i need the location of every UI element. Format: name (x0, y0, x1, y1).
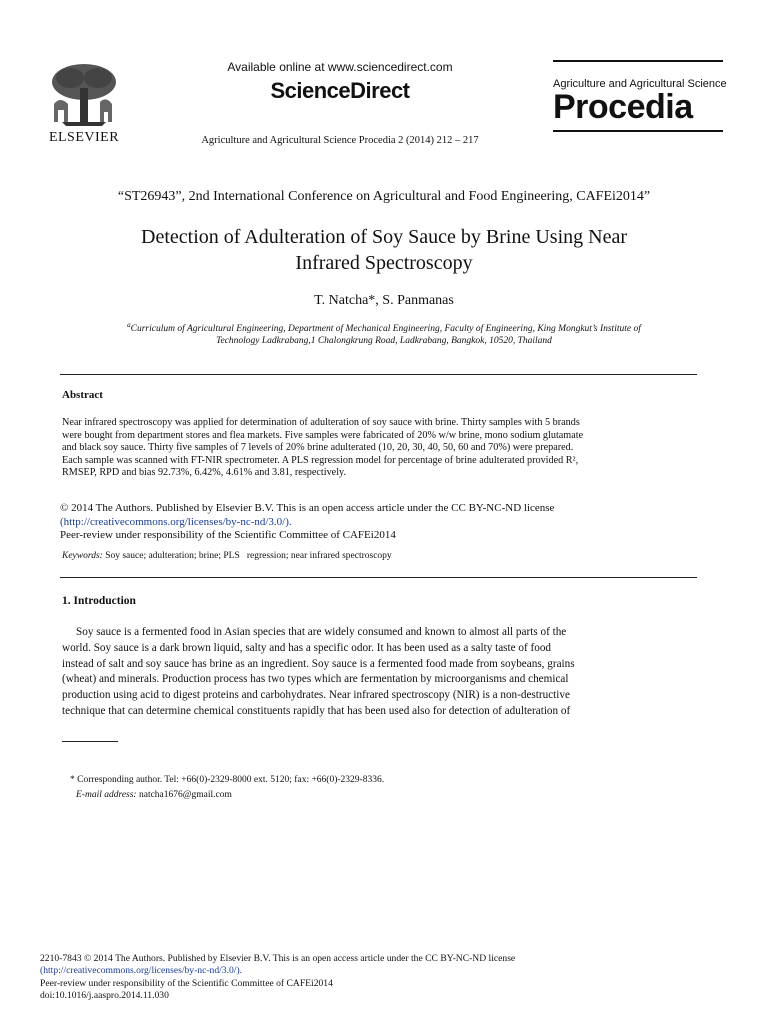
abstract-line: RMSEP, RPD and bias 92.73%, 6.42%, 4.61% and 3.81, respectively. (62, 467, 346, 479)
journal-reference: Agriculture and Agricultural Science Procedia 2 (2014) 212 – 217 (201, 135, 479, 146)
abstract-line: Near infrared spectroscopy was applied for determination of adulteration of soy sauce with brine. Thirty samples with 5 brands (62, 417, 580, 428)
intro-line: world. Soy sauce is a dark brown liquid, salty and has a specific odor. It has been used as a salty taste of food (62, 641, 552, 654)
abstract-line: and black soy sauce. Thirty five samples of 7 levels of 20% brine adulterated (10, 20, 30, 40, 50, 60 and 70%) were prepared. (62, 442, 574, 454)
footer-license-link[interactable]: (http://creativecommons.org/licenses/by-nc-nd/3.0/). (40, 965, 243, 977)
affiliation-superscript: a (127, 321, 131, 329)
conference-name: “ST26943”, 2nd International Conference on Agricultural and Food Engineering, CAFEi2014” (117, 189, 651, 204)
intro-line: (wheat) and minerals. Production process has two types which are fermentation by microorganisms and chemical (62, 673, 569, 686)
procedia-title: Procedia (553, 88, 693, 126)
affiliation-line2: Technology Ladkrabang,1 Chalongkrung Road, Ladkrabang, Bangkok, 10520, Thailand (216, 336, 552, 346)
footer-notice (40, 953, 730, 1002)
footnote-rule (62, 741, 118, 742)
procedia-bottom-rule (553, 130, 723, 132)
abstract-bottom-rule (60, 577, 697, 578)
intro-line: instead of salt and soy sauce has brine as an ingredient. Soy sauce is a fermented food made from soybeans, grains (62, 657, 575, 670)
paper-authors: T. Natcha*, S. Panmanas (314, 293, 454, 308)
procedia-logo (553, 60, 727, 132)
sciencedirect-logo: ScienceDirect (270, 78, 410, 103)
copyright-notice (60, 502, 700, 543)
footer-doi[interactable]: doi:10.1016/j.aaspro.2014.11.030 (40, 989, 169, 1001)
abstract-line: were bought from department stores and flea markets. Five samples were fabricated of 20% w/w brine, mono sodium glutamate (62, 429, 584, 441)
paper-title-line1: Detection of Adulteration of Soy Sauce by Brine Using Near (141, 226, 627, 248)
footer-issn-line: 2210-7843 © 2014 The Authors. Published by Elsevier B.V. This is an open access article under the CC BY-NC-ND license (40, 953, 516, 964)
footer-peer-review: Peer-review under responsibility of the Scientific Committee of CAFEi2014 (40, 977, 333, 989)
procedia-top-rule (553, 60, 723, 62)
email-label: E-mail address: (76, 790, 137, 800)
abstract-heading: Abstract (62, 389, 103, 401)
keywords-label: Keywords: (62, 551, 103, 561)
abstract-line: Each sample was scanned with FT-NIR spectrometer. A PLS regression model for percentage of brine adulterated provided R², (62, 454, 579, 466)
affiliation-line1 (40, 321, 728, 334)
license-link[interactable]: (http://creativecommons.org/licenses/by-nc-nd/3.0/). (60, 515, 292, 528)
corresponding-author: * Corresponding author. Tel: +66(0)-2329-8000 ext. 5120; fax: +66(0)-2329-8336. (70, 775, 385, 785)
email-address[interactable]: natcha1676@gmail.com (138, 790, 232, 800)
affiliation-text-1: Curriculum of Agricultural Engineering, Department of Mechanical Engineering, Faculty of Engineering, King Mongkut’s Institute of (130, 324, 641, 335)
publisher-name: ELSEVIER (48, 130, 120, 145)
keywords-text: Soy sauce; adulteration; brine; PLS regression; near infrared spectroscopy (105, 551, 392, 561)
intro-line: Soy sauce is a fermented food in Asian species that are widely consumed and known to almost all parts of the (76, 626, 567, 638)
abstract-body (62, 417, 696, 480)
keywords (62, 551, 392, 561)
intro-line: technique that can determine chemical constituents rapidly that has been used also for detection of adulteration of (62, 704, 571, 717)
elsevier-tree-icon (42, 60, 126, 130)
copyright-line: © 2014 The Authors. Published by Elsevier B.V. This is an open access article under the CC BY-NC-ND license (60, 502, 555, 514)
email-line (76, 790, 232, 800)
abstract-top-rule (60, 374, 697, 375)
procedia-subtitle: Agriculture and Agricultural Science (553, 78, 727, 90)
section-heading-introduction: 1. Introduction (62, 595, 136, 607)
peer-review-line: Peer-review under responsibility of the Scientific Committee of CAFEi2014 (60, 529, 396, 542)
intro-line: production using acid to digest proteins and carbohydrates. Near infrared spectroscopy (NIR) is a non-destructive (62, 689, 570, 702)
available-online: Available online at www.sciencedirect.com (227, 60, 453, 74)
introduction-body (62, 625, 696, 720)
elsevier-logo (42, 60, 126, 146)
paper-title-line2: Infrared Spectroscopy (295, 252, 473, 274)
